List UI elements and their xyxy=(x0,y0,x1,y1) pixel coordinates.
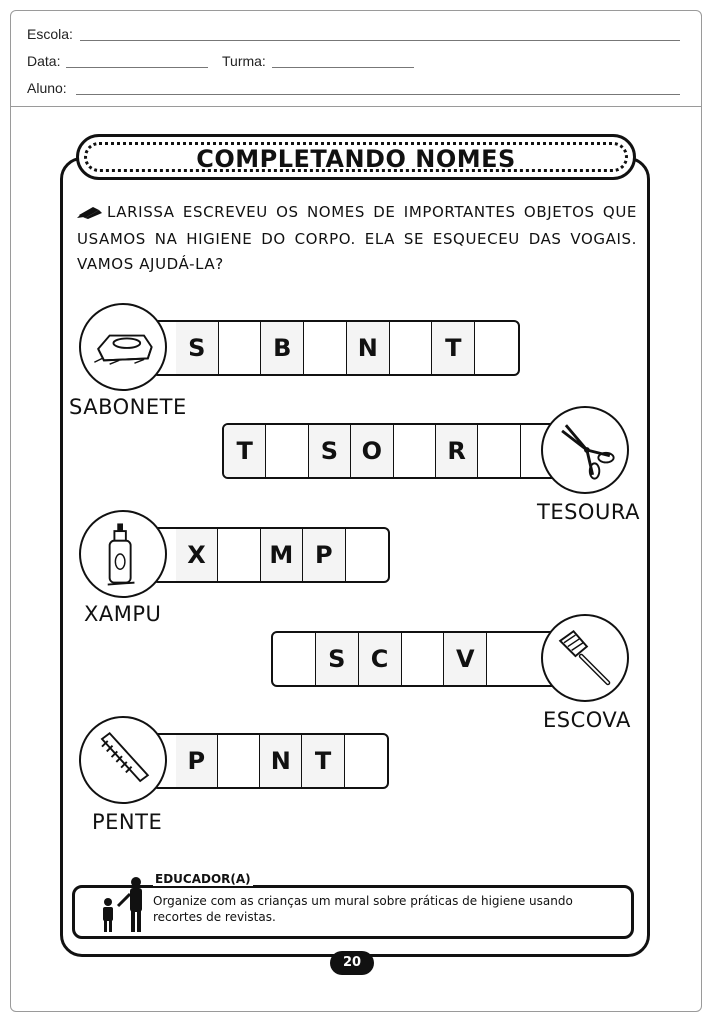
school-label: Escola: xyxy=(27,26,73,42)
educator-text: Organize com as crianças um mural sobre práticas de higiene usando recortes de revistas. xyxy=(153,894,573,924)
letter-cell[interactable]: N xyxy=(347,322,390,374)
letter-cell[interactable]: C xyxy=(359,633,402,685)
letter-cell[interactable]: T xyxy=(432,322,475,374)
word-label-escova: ESCOVA xyxy=(543,708,631,732)
toothbrush-icon xyxy=(541,614,629,702)
word-label-xampu: XAMPU xyxy=(84,602,162,626)
letter-cell[interactable] xyxy=(478,425,520,477)
page-number: 20 xyxy=(330,951,374,975)
letter-cell[interactable] xyxy=(394,425,436,477)
date-field[interactable] xyxy=(66,67,208,68)
letter-cell[interactable]: P xyxy=(176,735,218,787)
letter-cell[interactable] xyxy=(266,425,308,477)
instructions-text: LARISSA ESCREVEU OS NOMES DE IMPORTANTES OBJETOS QUE USAMOS NA HIGIENE DO CORPO. ELA SE ESQUECEU DAS VOGAIS. VAMOS AJUDÁ-LA? xyxy=(77,203,637,273)
scissors-icon xyxy=(541,406,629,494)
letter-cell[interactable]: V xyxy=(444,633,487,685)
letter-boxes-sabonete xyxy=(152,320,520,376)
word-label-tesoura: TESOURA xyxy=(537,500,640,524)
letter-cell[interactable] xyxy=(273,633,316,685)
letter-cell[interactable] xyxy=(304,322,347,374)
letter-cell[interactable]: M xyxy=(261,529,303,581)
letter-boxes-pente xyxy=(152,733,389,789)
letter-cell[interactable]: O xyxy=(351,425,393,477)
letter-cell[interactable] xyxy=(390,322,433,374)
letter-cell[interactable] xyxy=(346,529,388,581)
letter-cell[interactable] xyxy=(219,322,262,374)
student-label: Aluno: xyxy=(27,80,67,96)
letter-cell[interactable]: P xyxy=(303,529,345,581)
letter-cell[interactable] xyxy=(475,322,518,374)
header-divider xyxy=(10,106,702,107)
comb-icon xyxy=(79,716,167,804)
letter-cell[interactable]: T xyxy=(302,735,344,787)
letter-boxes-escova xyxy=(271,631,561,687)
shampoo-icon xyxy=(79,510,167,598)
letter-cell[interactable] xyxy=(345,735,387,787)
letter-cell[interactable]: T xyxy=(224,425,266,477)
letter-cell[interactable] xyxy=(402,633,445,685)
educator-title: EDUCADOR(A) xyxy=(155,872,251,886)
class-label: Turma: xyxy=(222,53,266,69)
word-label-sabonete: SABONETE xyxy=(69,395,187,419)
letter-boxes-tesoura xyxy=(222,423,568,479)
class-field[interactable] xyxy=(272,67,414,68)
letter-cell[interactable] xyxy=(218,735,260,787)
date-label: Data: xyxy=(27,53,61,69)
word-label-pente: PENTE xyxy=(92,810,163,834)
letter-cell[interactable]: S xyxy=(309,425,351,477)
letter-cell[interactable]: R xyxy=(436,425,478,477)
letter-cell[interactable]: S xyxy=(316,633,359,685)
school-field[interactable] xyxy=(80,40,680,41)
soap-icon xyxy=(79,303,167,391)
letter-cell[interactable]: B xyxy=(261,322,304,374)
title-banner xyxy=(76,134,636,180)
student-field[interactable] xyxy=(76,94,680,95)
letter-cell[interactable]: S xyxy=(176,322,219,374)
letter-cell[interactable]: X xyxy=(176,529,218,581)
pencil-icon xyxy=(77,202,103,227)
page-title: COMPLETANDO NOMES xyxy=(196,145,516,173)
letter-boxes-xampu xyxy=(152,527,390,583)
instructions xyxy=(77,200,637,277)
letter-cell[interactable] xyxy=(218,529,260,581)
letter-cell[interactable]: N xyxy=(260,735,302,787)
